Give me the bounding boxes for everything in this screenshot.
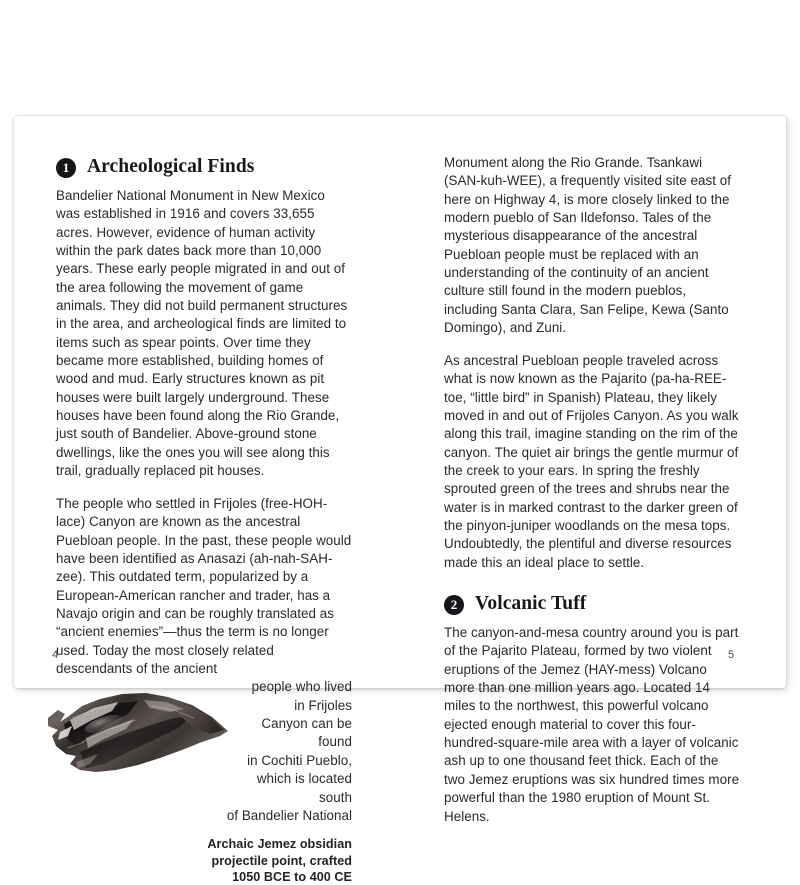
folio-right-page: 5 <box>728 649 735 661</box>
wrapped-line: Canyon can be found <box>261 716 352 750</box>
right-page-column <box>444 154 740 826</box>
caption-line: Archaic Jemez obsidian <box>207 837 352 852</box>
section-title-1: Archeological Finds <box>87 155 255 177</box>
left-page-column <box>56 154 352 885</box>
figure-caption <box>56 836 352 885</box>
page-sheet <box>14 116 786 884</box>
figure-wrap-block <box>56 678 352 885</box>
paragraph: The people who settled in Frijoles (free-HOH-lace) Canyon are known as the ancestral Puebloan people. In the past, these people would have been identified as Anasazi (ah-nah-SAH-zee). This outdated term, popularized by a European-American rancher and trader, has a Navajo origin and can be roughly translated as “ancient enemies”—thus the term is no longer used. Today the most closely related descendants of the ancient <box>56 496 352 677</box>
section-number-badge-1: 1 <box>56 158 76 178</box>
paragraph: Bandelier National Monument in New Mexico was established in 1916 and covers 33,655 acres. However, evidence of human activity within the park dates back more than 10,000 years. These early people migrated in and out of the area following the movement of game animals. They did not build permanent structures in the area, and archeological finds are limited to items such as spear points. Over time they became more established, building homes of wood and mud. Early structures known as pit houses were built largely underground. These houses have been found along the Rio Grande, just south of Bandelier. Above-ground stone dwellings, like the ones you will see along this trail, gradually replaced pit houses. <box>56 188 348 479</box>
paragraph: The canyon-and-mesa country around you is part of the Pajarito Plateau, formed by two violent eruptions of the Jemez (HAY-mess) Volcano more than one million years ago. Located 14 miles to the northwest, this powerful volcano ejected enough material to cover this four-hundred-square-mile area with a layer of volcanic ash up to one thousand feet thick. Each of the two Jemez eruptions was six hundred times more powerful than the 1980 eruption of Mount St. Helens. <box>444 625 740 824</box>
wrapped-line: in Cochiti Pueblo, <box>247 752 352 768</box>
obsidian-point-illustration <box>42 680 234 778</box>
wrapped-line: people who lived in Frijoles <box>251 679 352 713</box>
section-number-badge-2: 2 <box>444 595 464 615</box>
wrapped-line: of Bandelier National <box>226 807 352 823</box>
caption-line: 1050 BCE to 400 CE <box>232 870 352 884</box>
section-title-2: Volcanic Tuff <box>475 592 587 614</box>
section-heading-2 <box>444 591 740 617</box>
folio-left-page: 4 <box>52 649 59 661</box>
paragraph: As ancestral Puebloan people traveled across what is now known as the Pajarito (pa-ha-REE-toe, “little bird” in Spanish) Plateau, they likely moved in and out of Frijoles Canyon. As you walk along this trail, imagine standing on the rim of the canyon. The quiet air brings the gentle murmur of the creek to your ears. In spring the freshly sprouted green of the trees and shrubs near the water is in marked contrast to the darker green of the pinyon-juniper woodlands on the mesa tops. Undoubtedly, the plentiful and diverse resources made this an ideal place to settle. <box>444 352 739 570</box>
wrapped-line: which is located south <box>256 771 352 805</box>
obsidian-point-photo <box>42 680 234 778</box>
paragraph: Monument along the Rio Grande. Tsankawi (SAN-kuh-WEE), a frequently visited site east of here on Highway 4, is more closely linked to the modern pueblo of San Ildefonso. Tales of the mysterious disappearance of the ancestral Puebloan people must be replaced with an understanding of the continuity of an ancient culture still found in the modern pueblos, including Santa Clara, San Felipe, Kewa (Santo Domingo), and Zuni. <box>444 155 731 336</box>
section-heading-1 <box>56 154 352 180</box>
caption-line: projectile point, crafted <box>211 853 352 868</box>
